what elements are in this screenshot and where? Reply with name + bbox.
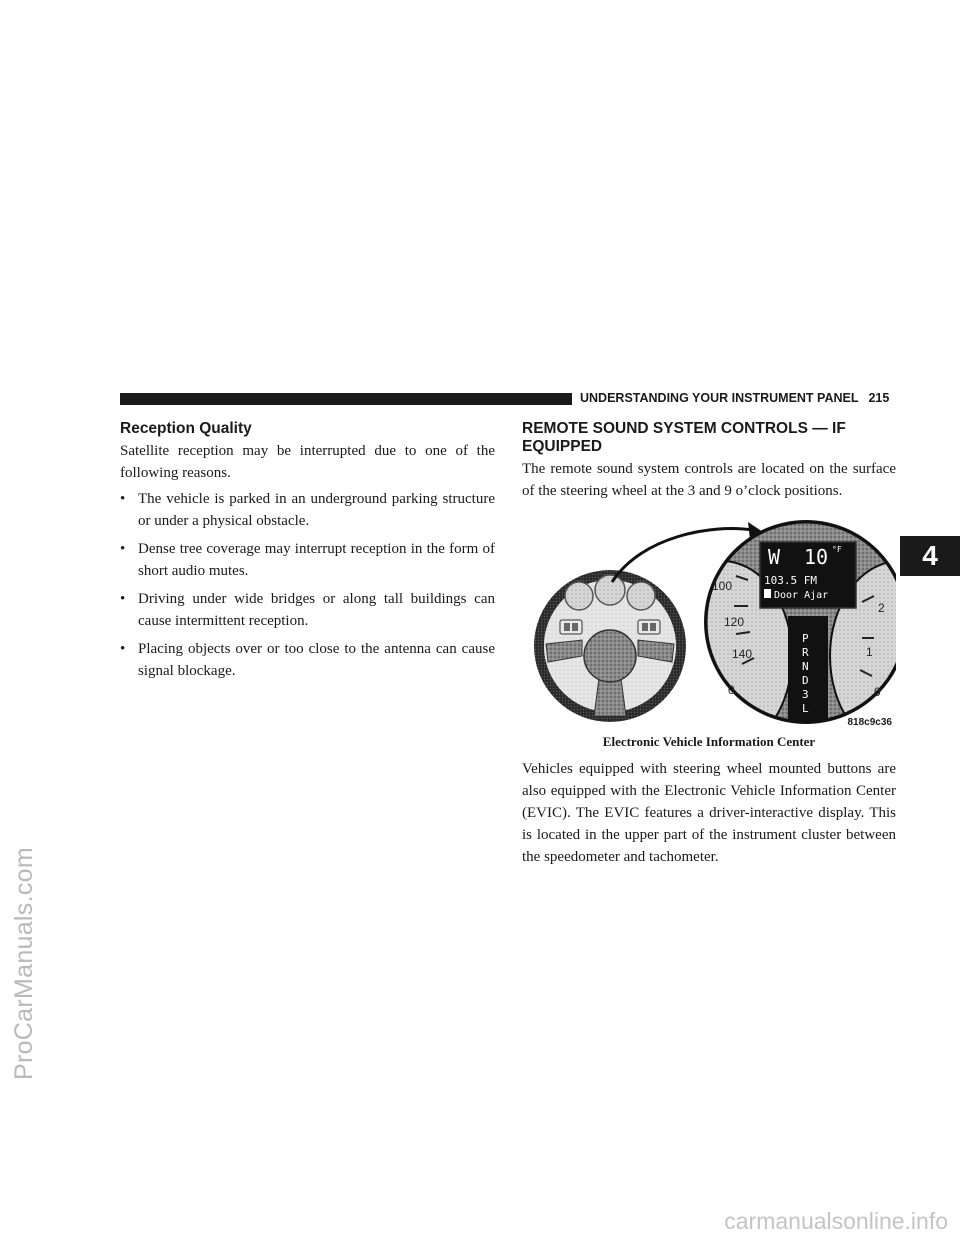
gauge-number: 0 <box>874 685 881 699</box>
prndl-letter: R <box>802 646 809 659</box>
evic-temperature: 10 <box>804 545 829 569</box>
gauge-number: 100 <box>712 579 733 593</box>
gauge-number: 0 <box>728 683 735 697</box>
bullet-icon: • <box>120 641 126 657</box>
gauge-number: 140 <box>732 647 753 661</box>
right-column <box>522 420 896 868</box>
list-item <box>120 638 495 682</box>
figure-caption: Electronic Vehicle Information Center <box>602 734 816 749</box>
bullet-icon: • <box>120 541 126 557</box>
page-number: 215 <box>868 391 890 405</box>
gauge-number: 1 <box>866 645 873 659</box>
prndl-letter: P <box>802 632 809 645</box>
instrument-cluster-closeup <box>652 516 896 726</box>
side-watermark: ProCarManuals.com <box>10 847 38 1080</box>
header-section-title: UNDERSTANDING YOUR INSTRUMENT PANEL <box>580 391 859 405</box>
bullet-icon: • <box>120 491 126 507</box>
left-audio-switch <box>560 620 582 634</box>
bullet-icon: • <box>120 591 126 607</box>
remote-sound-intro: The remote sound system controls are located on the surface of the steering wheel at the 3 and 9 o’clock positions. <box>522 461 896 499</box>
prndl-letter: 3 <box>802 688 809 701</box>
list-item <box>120 488 495 532</box>
prndl-letter: L <box>802 702 809 715</box>
evic-compass: W <box>768 545 781 569</box>
evic-figure <box>522 516 896 726</box>
reception-quality-heading: Reception Quality <box>120 420 252 437</box>
bullet-text: Driving under wide bridges or along tall buildings can cause intermittent reception. <box>138 591 495 629</box>
prndl-letter: D <box>802 674 809 687</box>
chapter-tab: 4 <box>900 536 960 576</box>
left-column <box>120 420 495 688</box>
figure-code: 818c9c36 <box>847 717 892 728</box>
door-icon <box>764 589 771 598</box>
gauge-number: 120 <box>724 615 745 629</box>
bottom-watermark: carmanualsonline.info <box>724 1208 948 1234</box>
reception-reasons-list <box>120 488 495 682</box>
gauge-number: 2 <box>878 601 885 615</box>
evic-message: Door Ajar <box>774 590 829 601</box>
evic-radio: 103.5 FM <box>764 574 817 587</box>
steering-wheel-illustration <box>522 516 896 726</box>
running-header <box>580 391 889 405</box>
bullet-text: Placing objects over or too close to the antenna can cause signal blockage. <box>138 641 495 679</box>
evic-temp-unit: °F <box>832 545 842 554</box>
steering-wheel <box>534 570 686 722</box>
list-item <box>120 538 495 582</box>
reception-intro: Satellite reception may be interrupted due to one of the following reasons. <box>120 443 495 481</box>
list-item <box>120 588 495 632</box>
prndl-letter: N <box>802 660 809 673</box>
bullet-text: Dense tree coverage may interrupt reception in the form of short audio mutes. <box>138 541 495 579</box>
header-rule <box>120 393 572 405</box>
remote-sound-heading: REMOTE SOUND SYSTEM CONTROLS — IF EQUIPPED <box>522 420 846 455</box>
right-audio-switch <box>638 620 660 634</box>
evic-description: Vehicles equipped with steering wheel mounted buttons are also equipped with the Electronic Vehicle Information Center (EVIC). The EVIC features a driver-interactive display. This is located in the upper part of the instrument cluster between the speedometer and tachometer. <box>522 761 896 865</box>
bullet-text: The vehicle is parked in an underground parking structure or under a physical obstacle. <box>138 491 495 529</box>
